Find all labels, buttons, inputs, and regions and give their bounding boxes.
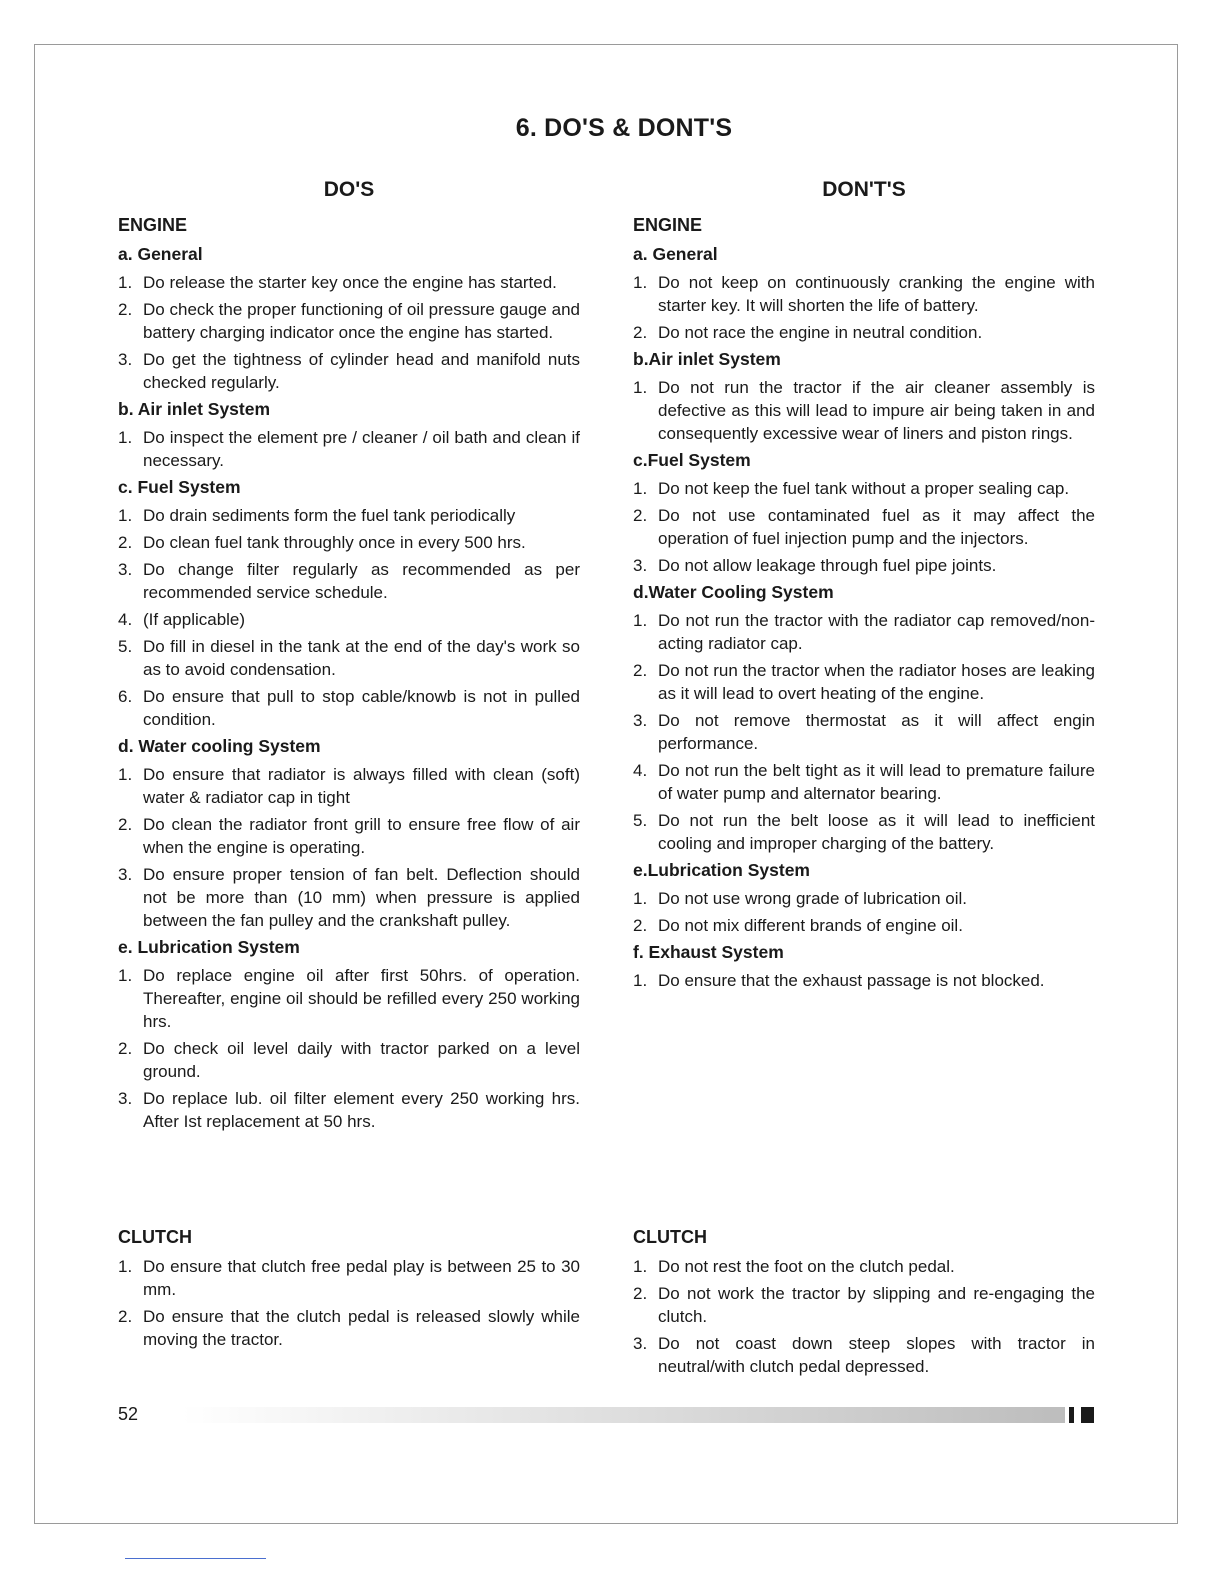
donts-section-title: c.Fuel System [633, 450, 751, 470]
list-item: 5. Do not run the belt loose as it will lead to inefficient cooling and improper charging of the battery. [633, 811, 1095, 853]
list-item: 2. Do not use contaminated fuel as it may affect the operation of fuel injection pump and the injectors. [633, 506, 1095, 548]
list-item: 1. Do replace engine oil after first 50hrs. of operation. Thereafter, engine oil should be refilled every 250 working hrs. [118, 966, 580, 1031]
donts-section-title: a. General [633, 244, 718, 264]
list-item: 1. Do ensure that the exhaust passage is not blocked. [633, 971, 1045, 990]
dos-section-title: b. Air inlet System [118, 399, 271, 419]
dos-clutch-block [118, 1226, 580, 1355]
list-item: 2. Do check the proper functioning of oil pressure gauge and battery charging indicator once the engine has started. [118, 300, 580, 342]
dos-section-title: d. Water cooling System [118, 736, 321, 756]
list-item: 2. Do clean the radiator front grill to ensure free flow of air when the engine is operating. [118, 815, 580, 857]
donts-clutch-block [633, 1226, 1095, 1382]
list-item: 2. Do not work the tractor by slipping and re-engaging the clutch. [633, 1284, 1095, 1326]
dos-heading: DO'S [323, 178, 375, 201]
list-item: 6. Do ensure that pull to stop cable/knowb is not in pulled condition. [118, 687, 580, 729]
list-item: 2. Do check oil level daily with tractor parked on a level ground. [118, 1039, 580, 1081]
dos-clutch-heading: CLUTCH [118, 1227, 192, 1247]
list-item: 1. Do not run the tractor with the radiator cap removed/non-acting radiator cap. [633, 611, 1095, 653]
list-item: 4. (If applicable) [118, 610, 246, 629]
list-item: 3. Do not coast down steep slopes with tractor in neutral/with clutch pedal depressed. [633, 1334, 1095, 1376]
list-item: 2. Do not mix different brands of engine oil. [633, 916, 963, 935]
list-item: 1. Do ensure that clutch free pedal play is between 25 to 30 mm. [118, 1257, 580, 1299]
list-item: 2. Do not run the tractor when the radiator hoses are leaking as it will lead to overt heating of the engine. [633, 661, 1095, 703]
list-item: 3. Do replace lub. oil filter element every 250 working hrs. After Ist replacement at 50 hrs. [118, 1089, 580, 1131]
list-item: 3. Do ensure proper tension of fan belt. Deflection should not be more than (10 mm) when pressure is applied between the fan pulley and the crankshaft pulley. [118, 865, 580, 930]
donts-column [633, 178, 1095, 996]
list-item: 2. Do not race the engine in neutral condition. [633, 323, 983, 342]
footer-mark-small [1069, 1407, 1074, 1423]
list-item: 1. Do drain sediments form the fuel tank periodically [118, 506, 516, 525]
page-number: 52 [118, 1404, 139, 1424]
footer-mark-large [1081, 1407, 1094, 1423]
donts-clutch-heading: CLUTCH [633, 1227, 707, 1247]
list-item: 1. Do ensure that radiator is always filled with clean (soft) water & radiator cap in tight [118, 765, 580, 807]
list-item: 1. Do not rest the foot on the clutch pedal. [633, 1257, 955, 1276]
dos-engine-heading: ENGINE [118, 215, 188, 235]
list-item: 3. Do not remove thermostat as it will affect engin performance. [633, 711, 1095, 753]
dos-column [118, 178, 580, 1137]
donts-engine-heading: ENGINE [633, 215, 703, 235]
donts-section-title: d.Water Cooling System [633, 582, 834, 602]
list-item: 1. Do not use wrong grade of lubrication oil. [633, 889, 968, 908]
donts-section-title: b.Air inlet System [633, 349, 781, 369]
dos-section-title: c. Fuel System [118, 477, 241, 497]
list-item: 1. Do not keep on continuously cranking the engine with starter key. It will shorten the life of battery. [633, 273, 1095, 315]
donts-section-title: f. Exhaust System [633, 942, 784, 962]
list-item: 1. Do not keep the fuel tank without a proper sealing cap. [633, 479, 1070, 498]
list-item: 3. Do get the tightness of cylinder head and manifold nuts checked regularly. [118, 350, 580, 392]
page-title: 6. DO'S & DONT'S [515, 114, 733, 142]
list-item: 4. Do not run the belt tight as it will lead to premature failure of water pump and alternator bearing. [633, 761, 1095, 803]
footer-gradient-bar [182, 1407, 1065, 1423]
dos-section-title: a. General [118, 244, 203, 264]
list-item: 2. Do clean fuel tank throughly once in every 500 hrs. [118, 533, 526, 552]
list-item: 3. Do change filter regularly as recommended as per recommended service schedule. [118, 560, 580, 602]
donts-heading: DON'T'S [822, 178, 906, 201]
list-item: 3. Do not allow leakage through fuel pipe joints. [633, 556, 997, 575]
dos-section-title: e. Lubrication System [118, 937, 300, 957]
bottom-rule [125, 1558, 266, 1559]
list-item: 1. Do release the starter key once the engine has started. [118, 273, 557, 292]
list-item: 1. Do not run the tractor if the air cleaner assembly is defective as this will lead to impure air being taken in and consequently excessive wear of liners and piston rings. [633, 378, 1095, 443]
donts-section-title: e.Lubrication System [633, 860, 810, 880]
list-item: 1. Do inspect the element pre / cleaner / oil bath and clean if necessary. [118, 428, 580, 470]
list-item: 2. Do ensure that the clutch pedal is released slowly while moving the tractor. [118, 1307, 580, 1349]
list-item: 5. Do fill in diesel in the tank at the end of the day's work so as to avoid condensation. [118, 637, 580, 679]
